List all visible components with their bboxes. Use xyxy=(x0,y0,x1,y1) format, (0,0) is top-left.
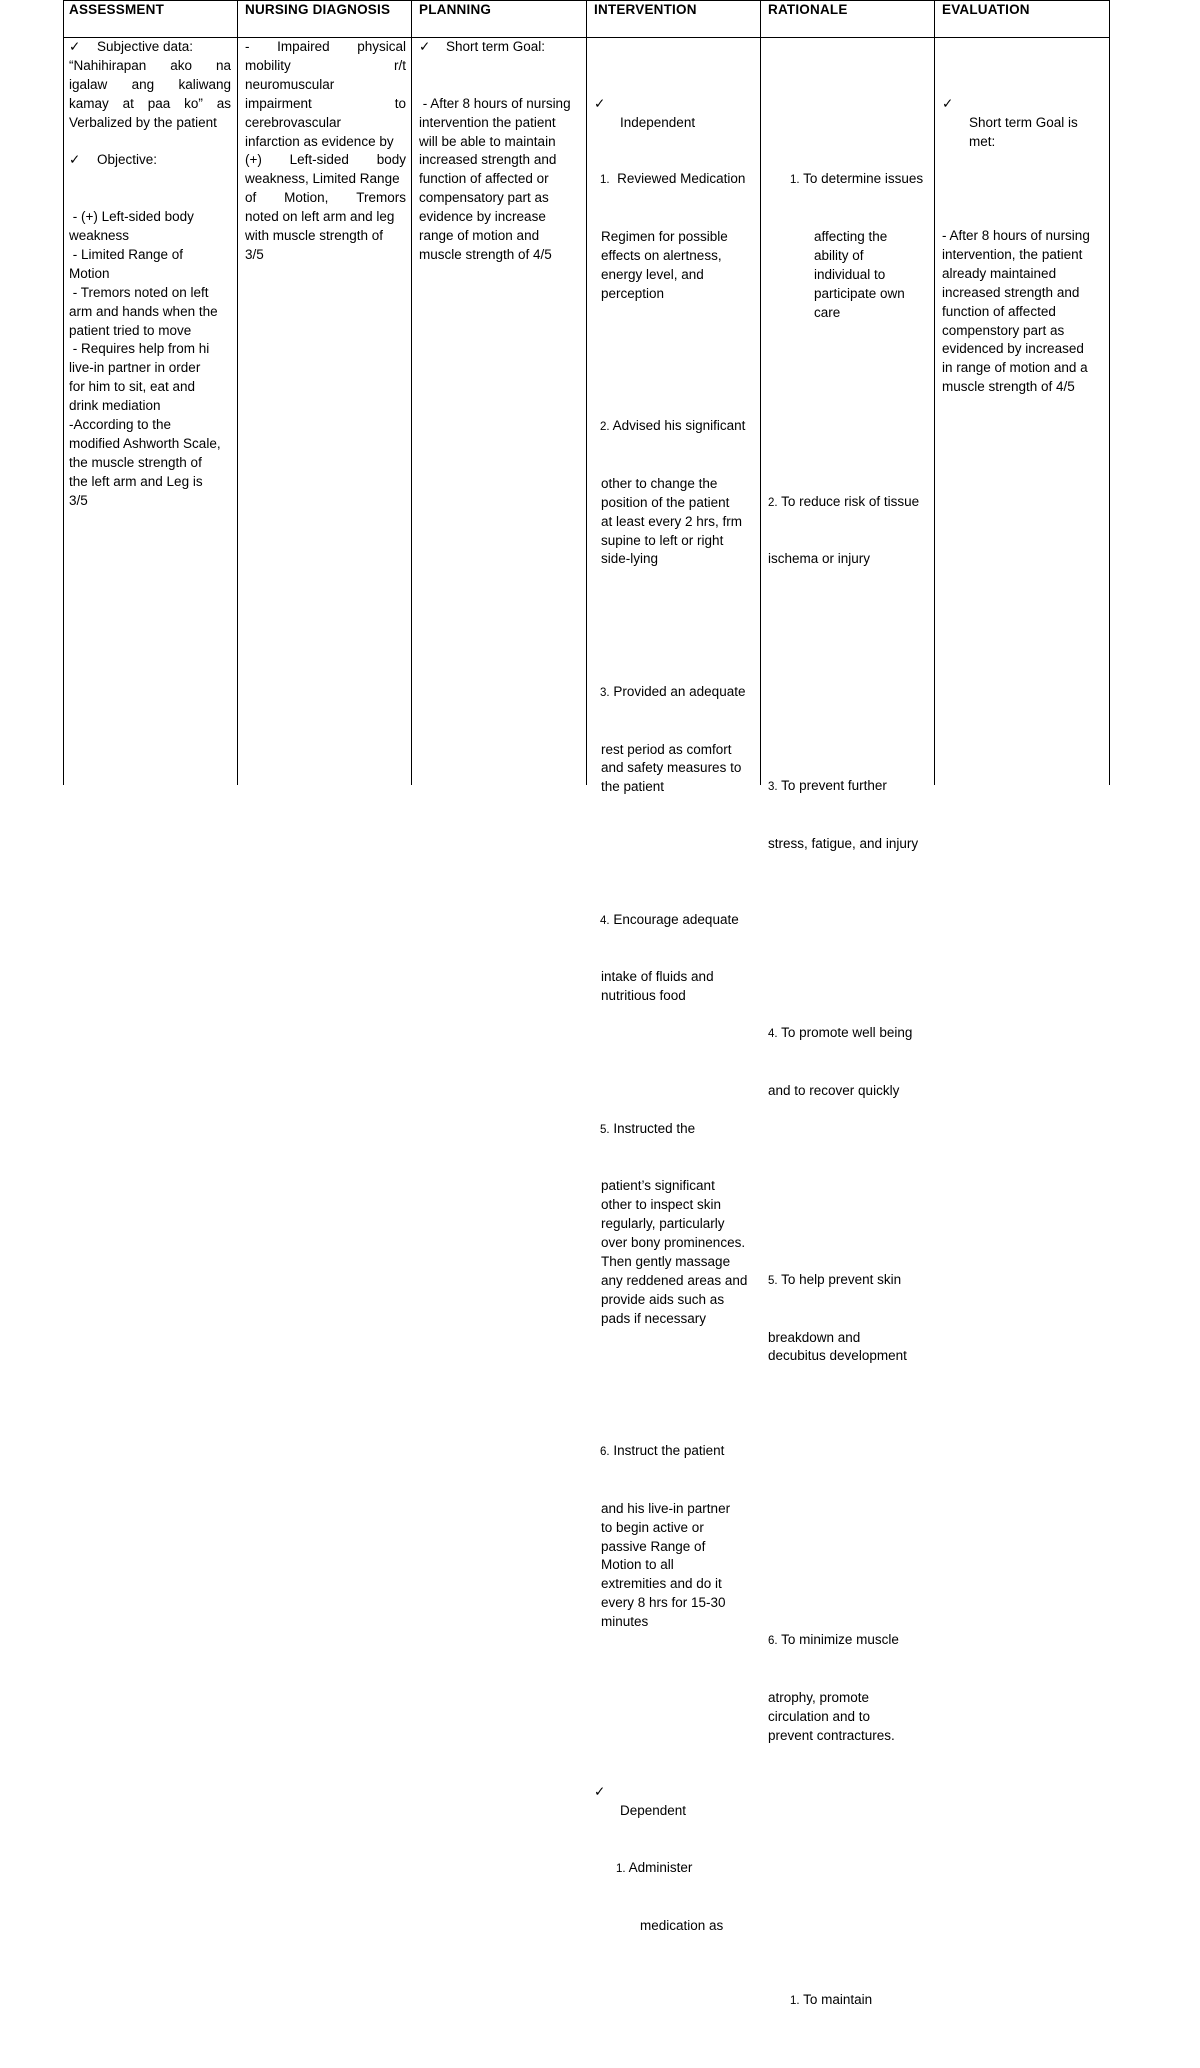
header-planning: PLANNING xyxy=(419,2,492,17)
intervention-item: 2. Advised his significant other to change the position of the patient at least every 2 hrs, frm supine to left or right side-lying xyxy=(600,418,746,567)
planning-goal-text: - After 8 hours of nursing intervention the patient will be able to maintain increased strength and function of affected or compensatory part as evidence by increase range of motion and muscle strength of 4/5 xyxy=(419,95,571,262)
diagnosis-line: neuromuscular xyxy=(245,76,335,92)
check-icon: ✓ xyxy=(69,152,81,168)
assessment-cell xyxy=(69,38,231,548)
check-icon: ✓ xyxy=(594,1784,606,1800)
intervention-item: 5. Instructed the patient’s significant other to inspect skin regularly, particularly over bony prominences. Then gently massage any reddened areas and provide aids such as pads if necessary xyxy=(600,1120,748,1326)
diagnosis-line: cerebrovascular xyxy=(245,114,342,130)
table-border-top xyxy=(63,0,1110,1)
header-intervention: INTERVENTION xyxy=(594,2,697,17)
subjective-quote-line: “Nahihirapan ako na xyxy=(69,57,231,73)
dependent-label: Dependent xyxy=(620,1803,687,1819)
header-assessment: ASSESSMENT xyxy=(69,2,165,17)
objective-list: - (+) Left-sided body weakness - Limited Range of Motion - Tremors noted on left arm and hands when the patient tried to move - Requires help from hi live-in partner in order for him to sit, eat and drink mediation -According to the modified Ashworth Scale, the muscle strength of the left arm and Leg is 3/5 xyxy=(69,209,221,508)
column-divider xyxy=(760,0,761,785)
evaluation-text: - After 8 hours of nursing intervention, the patient already maintained increased strength and function of affected compenstory part as evidenced by increased in range of motion and a muscle strength of 4/5 xyxy=(942,228,1090,395)
rationale-item: 4. To promote well being and to recover quickly xyxy=(768,1025,913,1098)
diagnosis-line: (+) Left-sided body xyxy=(245,152,406,168)
diagnosis-line: with muscle strength of xyxy=(245,228,384,244)
intervention-dependent-item: 1. Administer medication as xyxy=(616,1859,724,1933)
check-icon: ✓ xyxy=(419,39,431,54)
planning-cell xyxy=(419,38,581,303)
objective-label: Objective: xyxy=(97,152,158,168)
intervention-item: 3. Provided an adequate rest period as comfort and safety measures to the patient xyxy=(600,683,746,795)
subjective-quote-line: igalaw ang kaliwang xyxy=(69,76,231,92)
diagnosis-line: weakness, Limited Range xyxy=(245,171,400,187)
evaluation-goal-label: Short term Goal is xyxy=(969,114,1078,130)
intervention-item: 6. Instruct the patient and his live-in partner to begin active or passive Range of Motion to all extremities and do it every 8 hrs for 15-30 minutes xyxy=(600,1443,731,1630)
diagnosis-line: 3/5 xyxy=(245,246,264,262)
rationale-item: 3. To prevent further stress, fatigue, and injury xyxy=(768,778,919,851)
rationale-item: 2. To reduce risk of tissue ischema or injury xyxy=(768,493,920,567)
intervention-item: 1. Reviewed Medication Regimen for possible effects on alertness, energy level, and perception xyxy=(600,171,746,301)
check-icon: ✓ xyxy=(942,95,954,111)
diagnosis-cell xyxy=(245,38,406,265)
diagnosis-line: of Motion, Tremors xyxy=(245,190,406,206)
evaluation-goal-label-cont: met: xyxy=(969,133,996,149)
diagnosis-line: - Impaired physical xyxy=(245,39,406,54)
short-term-goal-label: Short term Goal: xyxy=(446,39,546,54)
subjective-quote-line: kamay at paa ko” as xyxy=(69,95,231,111)
table-border-right xyxy=(1109,0,1110,785)
intervention-cell xyxy=(594,38,760,1992)
diagnosis-line: impairment to xyxy=(245,95,406,111)
header-nursing-diagnosis: NURSING DIAGNOSIS xyxy=(245,2,391,17)
rationale-item: 1. To determine issues affecting the ability of individual to participate own care xyxy=(790,171,924,320)
column-divider xyxy=(934,0,935,785)
header-rationale: RATIONALE xyxy=(768,2,848,17)
column-divider xyxy=(237,0,238,785)
independent-label: Independent xyxy=(620,114,696,130)
evaluation-cell xyxy=(942,38,1104,454)
diagnosis-line: noted on left arm and leg xyxy=(245,209,395,225)
diagnosis-line: infarction as evidence by xyxy=(245,133,394,149)
check-icon: ✓ xyxy=(69,39,81,54)
table-border-left xyxy=(63,0,64,785)
rationale-item: 1. To maintain xyxy=(790,1992,873,2008)
column-divider xyxy=(586,0,587,785)
header-evaluation: EVALUATION xyxy=(942,2,1030,17)
check-icon: ✓ xyxy=(594,95,606,111)
subjective-label: Subjective data: xyxy=(97,39,194,54)
rationale-cell xyxy=(768,38,934,2068)
rationale-item: 6. To minimize muscle atrophy, promote circulation and to prevent contractures. xyxy=(768,1631,899,1743)
column-divider xyxy=(411,0,412,785)
rationale-item: 5. To help prevent skin breakdown and decubitus development xyxy=(768,1271,907,1364)
intervention-item: 4. Encourage adequate intake of fluids and nutritious food xyxy=(600,911,739,1004)
diagnosis-line: mobility r/t xyxy=(245,57,406,73)
subjective-quote-line: Verbalized by the patient xyxy=(69,114,217,130)
